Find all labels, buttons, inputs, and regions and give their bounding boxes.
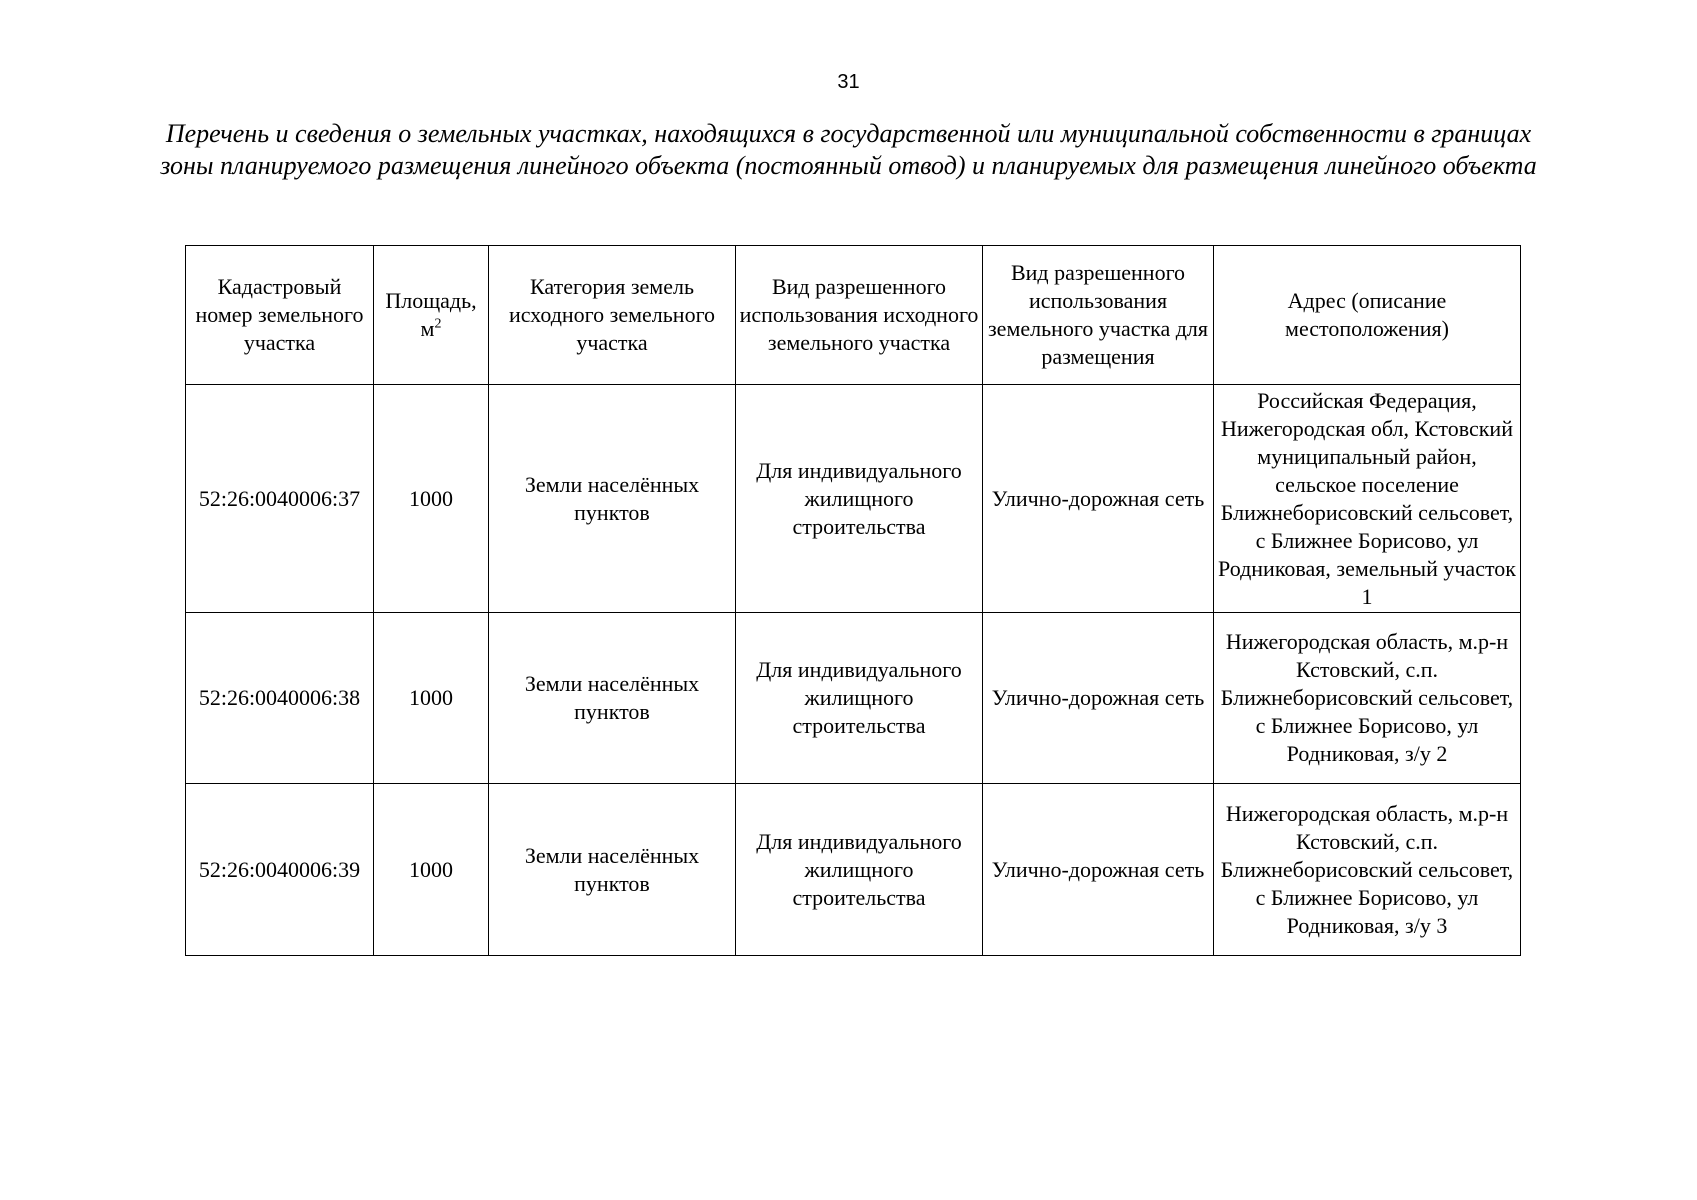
cell-cadastral-number: 52:26:0040006:38 bbox=[186, 613, 374, 784]
cell-area: 1000 bbox=[374, 613, 489, 784]
header-land-category: Категория земель исходного земельного участка bbox=[489, 246, 736, 385]
table-header-row bbox=[186, 246, 1521, 385]
header-address: Адрес (описание местоположения) bbox=[1214, 246, 1521, 385]
cell-target-permitted-use: Улично-дорожная сеть bbox=[983, 613, 1214, 784]
cell-address: Нижегородская область, м.р-н Кстовский, с.п. Ближнеборисовский сельсовет, с Ближнее Борисово, ул Родниковая, з/у 2 bbox=[1214, 613, 1521, 784]
cell-land-category: Земли населённых пунктов bbox=[489, 385, 736, 613]
header-target-permitted-use: Вид разрешенного использования земельного участка для размещения bbox=[983, 246, 1214, 385]
page-number: 31 bbox=[837, 71, 860, 93]
cell-source-permitted-use: Для индивидуального жилищного строительства bbox=[736, 385, 983, 613]
cell-target-permitted-use: Улично-дорожная сеть bbox=[983, 784, 1214, 956]
table-row bbox=[186, 613, 1521, 784]
table-row bbox=[186, 385, 1521, 613]
cell-target-permitted-use: Улично-дорожная сеть bbox=[983, 385, 1214, 613]
cell-land-category: Земли населённых пунктов bbox=[489, 613, 736, 784]
cell-land-category: Земли населённых пунктов bbox=[489, 784, 736, 956]
header-area bbox=[374, 246, 489, 385]
cell-address: Нижегородская область, м.р-н Кстовский, с.п. Ближнеборисовский сельсовет, с Ближнее Борисово, ул Родниковая, з/у 3 bbox=[1214, 784, 1521, 956]
cell-cadastral-number: 52:26:0040006:39 bbox=[186, 784, 374, 956]
header-cadastral-number: Кадастровый номер земельного участка bbox=[186, 246, 374, 385]
header-area-superscript: 2 bbox=[434, 316, 442, 332]
header-source-permitted-use: Вид разрешенного использования исходного земельного участка bbox=[736, 246, 983, 385]
header-area-label: Площадь, м bbox=[385, 288, 477, 341]
cell-cadastral-number: 52:26:0040006:37 bbox=[186, 385, 374, 613]
cell-address: Российская Федерация, Нижегородская обл, Кстовский муниципальный район, сельское поселение Ближнеборисовский сельсовет, с Ближнее Борисово, ул Родниковая, земельный участок 1 bbox=[1214, 385, 1521, 613]
document-title: Перечень и сведения о земельных участках, находящихся в государственной или муниципальной собственности в границах зоны планируемого размещения линейного объекта (постоянный отвод) и планируемых для размещения линейного объекта bbox=[160, 119, 1537, 180]
table-row bbox=[186, 784, 1521, 956]
cell-source-permitted-use: Для индивидуального жилищного строительства bbox=[736, 784, 983, 956]
cell-area: 1000 bbox=[374, 784, 489, 956]
cell-source-permitted-use: Для индивидуального жилищного строительства bbox=[736, 613, 983, 784]
cell-area: 1000 bbox=[374, 385, 489, 613]
land-parcels-table bbox=[185, 245, 1521, 956]
